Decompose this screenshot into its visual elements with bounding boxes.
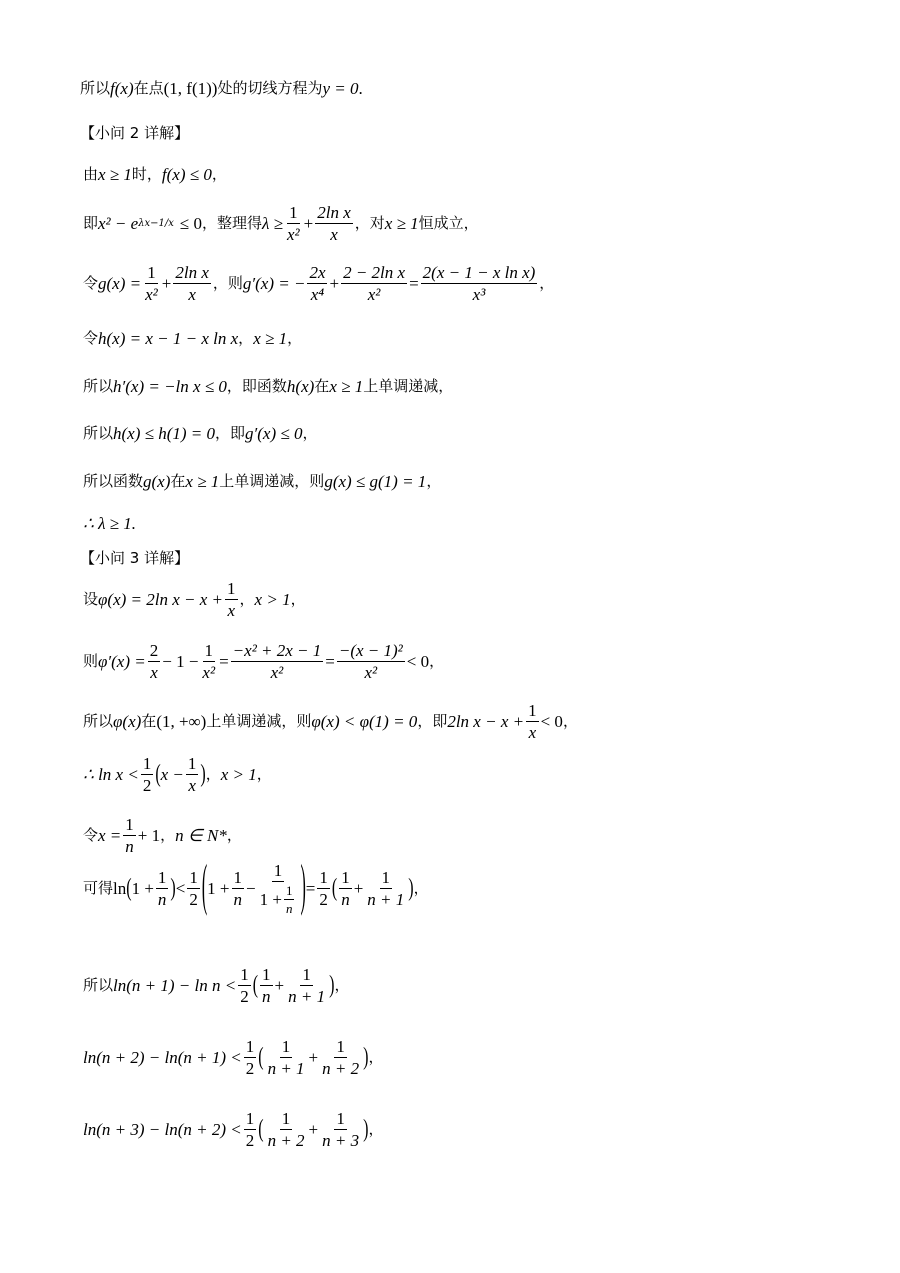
math: < (175, 879, 186, 898)
solution-line-19 (83, 1110, 383, 1149)
text: ， (368, 1120, 384, 1138)
math: x − (160, 765, 184, 784)
math: φ(x) (113, 712, 142, 731)
fraction: $\frac{1}{x}$ (187, 754, 197, 795)
math: (1, f(1)) (163, 79, 218, 98)
text: ，对 (354, 214, 385, 232)
fraction: $\frac{1}{n + 2}$ (267, 1109, 305, 1150)
math: φ(x) = 2ln x − x + (98, 590, 224, 609)
text: 所以 (83, 976, 114, 994)
text: 所以 (83, 712, 114, 730)
paren: ( (258, 1043, 264, 1071)
fraction: $\frac{\text{2(x − 1 − x ln x)}}{\text{x³}}$ (422, 263, 536, 304)
solution-line-13 (83, 702, 578, 741)
text: 则 (83, 652, 99, 670)
text: 令 (83, 329, 99, 347)
section-heading-2 (80, 126, 189, 141)
fraction: $\frac{1}{\text{x²}}$ (286, 203, 300, 244)
solution-line-18 (83, 1038, 383, 1077)
math: φ′(x) = (98, 652, 146, 671)
fraction: $\frac{1}{x}$ (528, 701, 537, 742)
fraction: $\frac{1}{\text{x²}}$ (202, 641, 216, 682)
paren: ( (258, 1115, 264, 1143)
math: = (325, 652, 335, 671)
text: . (358, 79, 363, 98)
text: ， (211, 165, 227, 183)
text: ， (160, 826, 176, 844)
math: 2ln x − x + (447, 712, 525, 731)
math: = (305, 879, 316, 898)
paren: ( (252, 971, 259, 999)
math: + 1 (137, 826, 161, 845)
math: + (329, 274, 340, 293)
fraction: $\frac{1}{n + 1}$ (267, 1037, 305, 1078)
text: 在 (141, 712, 157, 730)
solution-line-15 (83, 816, 242, 855)
paren: ( (126, 874, 132, 902)
math: g(x) = (98, 274, 142, 293)
section-heading-3 (80, 551, 189, 566)
math: x ≥ 1 (384, 214, 419, 233)
heading-text: 【小问 3 详解】 (80, 549, 190, 567)
math: y = 0 (322, 79, 359, 98)
fraction: $\frac{\text{2 − 2ln x}}{\text{x²}}$ (343, 263, 406, 304)
text: 所以 (83, 424, 114, 442)
paren: ) (300, 856, 306, 918)
solution-line-10 (83, 515, 136, 532)
fraction: $\frac{1}{n + 2}$ (322, 1037, 360, 1078)
math: x ≥ 1 (329, 377, 364, 396)
paren: ( (201, 856, 208, 918)
paren: ( (331, 874, 338, 902)
solution-line-12 (83, 642, 444, 681)
text: 恒成立， (418, 214, 479, 232)
math: g′(x) ≤ 0 (245, 424, 303, 443)
text: ， (205, 765, 221, 783)
text: ， (426, 472, 442, 490)
math: g(x) ≤ g(1) = 1 (324, 472, 427, 491)
heading-text: 【小问 2 详解】 (80, 124, 190, 142)
text: 上单调递减，则 (206, 712, 312, 730)
text: ， (413, 879, 429, 897)
solution-line-16 (83, 856, 429, 918)
math: + (274, 976, 285, 995)
text: 在 (170, 472, 186, 490)
solution-line-7 (83, 378, 453, 395)
solution-line-9 (83, 473, 441, 490)
fraction: 1 1 + $\frac{1}{n}$ (259, 861, 293, 916)
fraction: $\frac{1}{n}$ (125, 815, 134, 856)
fraction: $\frac{1}{2}$ (240, 965, 249, 1006)
paren: ( (155, 760, 161, 788)
solution-line-4: 即 x² − e λx−1/x ≤ 0 ，整理得 λ ≥ $\frac{1}{\text{x²}}$ + $\frac{\text{2ln x}}{x}$ ，对 x ≥ 1 恒成立， (83, 203, 479, 244)
text: 时， (131, 165, 162, 183)
math: + (303, 214, 314, 233)
text: 令 (83, 274, 99, 292)
math: ln(n + 3) − ln(n + 2) < (83, 1120, 242, 1139)
fraction: $\frac{1}{2}$ (245, 1037, 255, 1078)
text: 令 (83, 826, 99, 844)
math: < 0 (540, 712, 563, 731)
math: h(x) ≤ h(1) = 0 (113, 424, 216, 443)
fraction: $\frac{1}{2}$ (142, 754, 152, 795)
math: ln (113, 879, 127, 898)
fraction: $\frac{1}{n}$ (285, 883, 293, 916)
text: ，即 (215, 424, 246, 442)
math: x > 1 (254, 590, 291, 609)
paren: ) (363, 1043, 369, 1071)
text: ， (334, 976, 350, 994)
text: ， (368, 1048, 384, 1066)
math: + (161, 274, 172, 293)
fraction: $\frac{1}{n + 1}$ (367, 868, 405, 909)
math: ln(n + 2) − ln(n + 1) < (83, 1048, 242, 1067)
text: 上单调递减， (363, 377, 454, 395)
math: x > 1 (220, 765, 257, 784)
text: ，则 (212, 274, 243, 292)
text: ， (562, 712, 578, 730)
fraction: $\frac{1}{n}$ (157, 868, 167, 909)
text: 在点 (133, 79, 164, 97)
math: φ(x) < φ(1) = 0 (311, 712, 418, 731)
solution-line-6 (83, 330, 302, 347)
math: λ ≥ (262, 214, 283, 233)
text: 处的切线方程为 (217, 79, 323, 97)
solution-line-1 (80, 80, 363, 97)
math: h′(x) = −ln x ≤ 0 (113, 377, 227, 396)
fraction: $\frac{\text{2ln x}}{x}$ (317, 203, 351, 244)
math: − 1 − (162, 652, 199, 671)
solution-line-11 (83, 580, 306, 619)
math: ∴ ln x < (83, 765, 139, 784)
text: ， (226, 826, 242, 844)
fraction: $\frac{1}{2}$ (245, 1109, 255, 1150)
math: ≤ 0 (179, 214, 203, 233)
text: ，即函数 (226, 377, 287, 395)
fraction: $\frac{1}{x}$ (227, 579, 236, 620)
paren: ) (170, 874, 176, 902)
math: + (308, 1048, 319, 1067)
fraction: $\frac{2x}{\text{x⁴}}$ (309, 263, 326, 304)
math: f(x) (110, 79, 134, 98)
paren: ) (408, 874, 414, 902)
math: x ≥ 1 (98, 165, 132, 184)
solution-line-5 (83, 264, 554, 303)
text: 设 (83, 590, 99, 608)
math: g(x) (143, 472, 171, 491)
paren: ) (363, 1115, 369, 1143)
math: = (219, 652, 229, 671)
math: x ≥ 1 (253, 329, 288, 348)
fraction: $\frac{1}{n + 3}$ (322, 1109, 360, 1150)
paren: ) (329, 971, 335, 999)
math: + (308, 1120, 319, 1139)
solution-line-3 (83, 166, 227, 183)
math: − (246, 879, 256, 898)
text: ， (256, 765, 272, 783)
text: ，整理得 (202, 214, 263, 232)
text: 在 (314, 377, 330, 395)
text: 可得 (83, 879, 114, 897)
text: ， (302, 424, 318, 442)
text: 即 (83, 214, 99, 232)
text: 所以 (83, 377, 114, 395)
fraction: $\frac{1}{\text{x²}}$ (145, 263, 158, 304)
math: x = (98, 826, 122, 845)
text: ， (239, 590, 255, 608)
text: 上单调递减，则 (219, 472, 325, 490)
math: g′(x) = − (242, 274, 306, 293)
math: 1 + (131, 879, 154, 898)
text: 所以 (80, 79, 111, 97)
text: ， (429, 652, 445, 670)
paren: ) (200, 760, 206, 788)
math: x² − e (98, 214, 139, 233)
math: + (353, 879, 364, 898)
solution-line-8 (83, 425, 317, 442)
text: 由 (83, 165, 99, 183)
math: h(x) (286, 377, 315, 396)
math: < 0 (406, 652, 430, 671)
text: ， (539, 274, 555, 292)
text: 所以函数 (83, 472, 144, 490)
text: ， (287, 329, 303, 347)
math: ∴ λ ≥ 1. (83, 514, 137, 533)
math: 1 + (207, 879, 230, 898)
fraction: $\frac{1}{2}$ (189, 868, 198, 909)
text: ， (238, 329, 254, 347)
fraction: $\frac{1}{n}$ (262, 965, 271, 1006)
math: n ∈ N* (175, 826, 227, 845)
fraction: $\frac{1}{n}$ (233, 868, 243, 909)
math: = (409, 274, 419, 293)
math: (1, +∞) (156, 712, 207, 731)
fraction: $\frac{1}{n + 1}$ (288, 965, 326, 1006)
fraction: $\frac{\text{−(x − 1)²}}{\text{x²}}$ (338, 641, 403, 682)
math: x ≥ 1 (185, 472, 220, 491)
fraction: $\frac{\text{2ln x}}{x}$ (175, 263, 209, 304)
solution-line-14 (83, 755, 272, 794)
fraction: $\frac{\text{−x² + 2x − 1}}{\text{x²}}$ (232, 641, 322, 682)
math: f(x) ≤ 0 (161, 165, 212, 184)
fraction: $\frac{2}{x}$ (149, 641, 159, 682)
solution-line-17 (83, 966, 349, 1005)
text: ，即 (417, 712, 448, 730)
text: ， (290, 590, 306, 608)
math: ln(n + 1) − ln n < (113, 976, 237, 995)
fraction: $\frac{1}{n}$ (341, 868, 350, 909)
fraction: $\frac{1}{2}$ (319, 868, 328, 909)
math: h(x) = x − 1 − x ln x (98, 329, 239, 348)
